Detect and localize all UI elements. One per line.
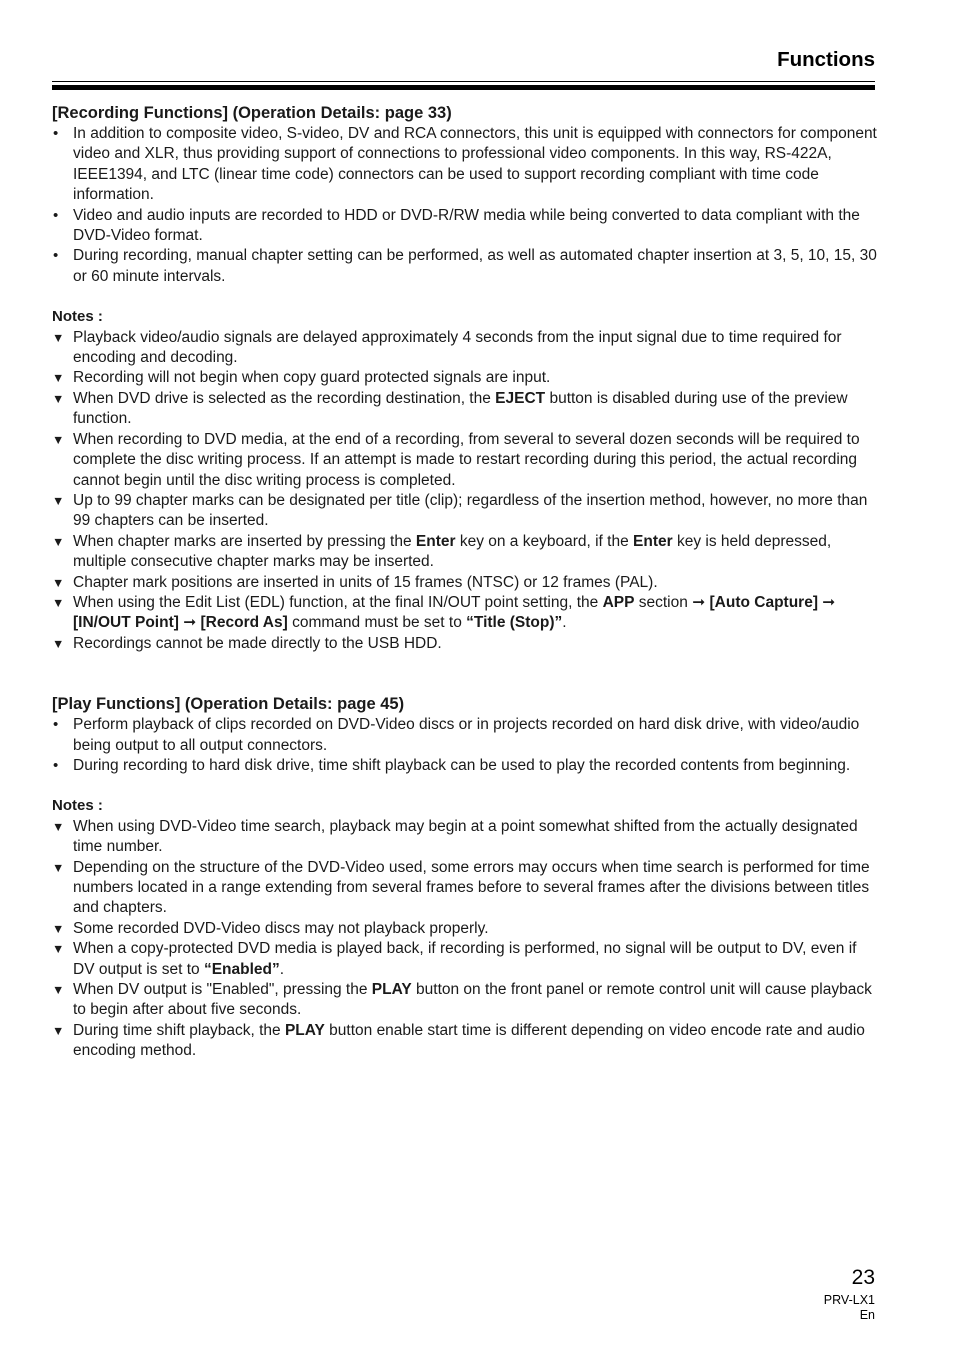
note-text: button is disabled during use of the preview function. xyxy=(73,389,848,428)
note-text: section xyxy=(634,593,693,611)
note-text: Recording will not begin when copy guard protected signals are input. xyxy=(73,369,551,387)
list-item xyxy=(52,124,878,206)
triangle-marker-icon: ▼ xyxy=(52,921,65,936)
triangle-marker-icon: ▼ xyxy=(52,371,65,386)
note-text: Chapter mark positions are inserted in units of 15 frames (NTSC) or 12 frames (PAL). xyxy=(73,573,658,591)
record-as-menu-name: [Record As] xyxy=(200,614,288,632)
note-item xyxy=(52,919,878,939)
note-text: Playback video/audio signals are delayed approximately 4 seconds from the input signal due to time required for encoding and decoding. xyxy=(73,328,842,367)
note-text: button enable start time is different depending on video encode rate and audio encoding method. xyxy=(73,1021,865,1060)
play-notes-label: Notes : xyxy=(52,797,103,815)
recording-notes-list xyxy=(52,328,878,655)
arrow-right-icon: ➞ xyxy=(692,593,706,611)
triangle-marker-icon: ▼ xyxy=(52,534,65,549)
page-number: 23 xyxy=(851,1266,875,1289)
note-text: Some recorded DVD-Video discs may not playback properly. xyxy=(73,919,489,937)
arrow-right-icon: ➞ xyxy=(178,614,201,632)
triangle-marker-icon: ▼ xyxy=(52,860,65,875)
note-item xyxy=(52,368,878,388)
arrow-right-icon: ➞ xyxy=(817,593,836,611)
list-item-text: During recording to hard disk drive, time shift playback can be used to play the recorded contents from beginning. xyxy=(73,756,851,774)
note-text: When DVD drive is selected as the recording destination, the xyxy=(73,389,496,407)
triangle-marker-icon: ▼ xyxy=(52,330,65,345)
enter-key-name: Enter xyxy=(415,532,456,550)
list-item-text: Perform playback of clips recorded on DVD-Video discs or in projects recorded on hard disk drive, with video/audio being output to all output connectors. xyxy=(73,716,860,754)
bullet-marker: • xyxy=(53,206,59,224)
note-text: During time shift playback, the xyxy=(73,1021,285,1039)
eject-button-name: EJECT xyxy=(495,389,546,407)
recording-notes-label: Notes : xyxy=(52,308,103,326)
list-item xyxy=(52,756,878,776)
list-item-text: During recording, manual chapter setting can be performed, as well as automated chapter insertion at 3, 5, 10, 15, 30 or 60 minute intervals. xyxy=(73,247,877,285)
recording-bullet-list xyxy=(52,124,878,287)
bullet-marker: • xyxy=(53,716,59,734)
note-item xyxy=(52,491,878,532)
recording-functions-heading: [Recording Functions] (Operation Details: page 33) xyxy=(52,104,452,122)
play-button-name: PLAY xyxy=(371,981,412,999)
triangle-marker-icon: ▼ xyxy=(52,819,65,834)
header-rule-thin xyxy=(52,81,875,82)
bullet-marker: • xyxy=(53,756,59,774)
auto-capture-menu-name: [Auto Capture] xyxy=(705,593,818,611)
note-item xyxy=(52,593,878,634)
note-text: When recording to DVD media, at the end of a recording, from several to several dozen seconds will be required to complete the disc writing process. If an attempt is made to restart recording during this period, the actual recording cannot begin until the disc writing process is completed. xyxy=(73,430,860,489)
play-notes-list xyxy=(52,817,878,1062)
note-text: When using the Edit List (EDL) function, at the final IN/OUT point setting, the xyxy=(73,593,603,611)
triangle-marker-icon: ▼ xyxy=(52,636,65,651)
triangle-marker-icon: ▼ xyxy=(52,1023,65,1038)
note-item xyxy=(52,328,878,369)
enter-key-name: Enter xyxy=(633,532,673,550)
note-text: Depending on the structure of the DVD-Video used, some errors may occurs when time search is performed for time numbers located in a range extending from several frames before to several frames after the divisions between titles and chapters. xyxy=(73,858,870,917)
title-stop-value: “Title (Stop)” xyxy=(466,614,563,632)
note-item xyxy=(52,1021,878,1062)
triangle-marker-icon: ▼ xyxy=(52,575,65,590)
list-item xyxy=(52,206,878,247)
list-item-text: In addition to composite video, S-video, DV and RCA connectors, this unit is equipped with connectors for component video and XLR, thus providing support of connections to professional video components. In this way, RS-422A, IEEE1394, and LTC (linear time code) connectors can be used to support recording compliant with time code information. xyxy=(73,125,877,204)
triangle-marker-icon: ▼ xyxy=(52,391,65,406)
language-code: En xyxy=(859,1308,875,1322)
in-out-point-menu-name: [IN/OUT Point] xyxy=(73,614,179,632)
bullet-marker: • xyxy=(53,125,59,142)
model-code: PRV-LX1 xyxy=(823,1293,875,1307)
triangle-marker-icon: ▼ xyxy=(52,983,65,998)
bullet-marker: • xyxy=(53,247,59,265)
note-item xyxy=(52,389,878,430)
list-item xyxy=(52,715,878,756)
note-item xyxy=(52,858,878,919)
note-text: Up to 99 chapter marks can be designated per title (clip); regardless of the insertion method, however, no more than 99 chapters can be inserted. xyxy=(73,491,868,530)
note-item xyxy=(52,430,878,491)
enabled-value: “Enabled” xyxy=(203,960,280,978)
app-section-name: APP xyxy=(602,593,635,611)
triangle-marker-icon: ▼ xyxy=(52,942,65,957)
note-text: When DV output is "Enabled", pressing the xyxy=(73,981,372,999)
play-button-name: PLAY xyxy=(284,1021,325,1039)
play-functions-heading: [Play Functions] (Operation Details: page 45) xyxy=(52,695,405,714)
triangle-marker-icon: ▼ xyxy=(52,432,65,447)
note-text: . xyxy=(279,960,285,978)
note-item xyxy=(52,573,878,593)
note-item xyxy=(52,634,878,654)
note-text: . xyxy=(562,614,567,632)
note-text: command must be set to xyxy=(287,614,467,632)
note-text: When chapter marks are inserted by pressing the xyxy=(73,532,416,550)
note-item xyxy=(52,939,878,980)
triangle-marker-icon: ▼ xyxy=(52,595,65,610)
header-rule-thick xyxy=(52,85,875,90)
note-item xyxy=(52,817,878,858)
page-title: Functions xyxy=(777,48,875,71)
note-item xyxy=(52,980,878,1021)
note-text: When a copy-protected DVD media is played back, if recording is performed, no signal will be output to DV, even if DV output is set to xyxy=(73,940,857,978)
list-item-text: Video and audio inputs are recorded to HDD or DVD-R/RW media while being converted to data compliant with the DVD-Video format. xyxy=(73,206,860,245)
list-item xyxy=(52,246,878,287)
note-item xyxy=(52,532,878,573)
note-text: Recordings cannot be made directly to the USB HDD. xyxy=(73,634,442,652)
triangle-marker-icon: ▼ xyxy=(52,493,65,508)
play-bullet-list xyxy=(52,715,878,776)
note-text: When using DVD-Video time search, playback may begin at a point somewhat shifted from the actually designated time number. xyxy=(73,817,858,856)
note-text: key is held depressed, multiple consecutive chapter marks may be inserted. xyxy=(73,532,832,571)
page-content xyxy=(52,103,878,1062)
note-text: key on a keyboard, if the xyxy=(455,532,634,550)
note-text: button on the front panel or remote control unit will cause playback to begin after about five seconds. xyxy=(73,981,872,1019)
